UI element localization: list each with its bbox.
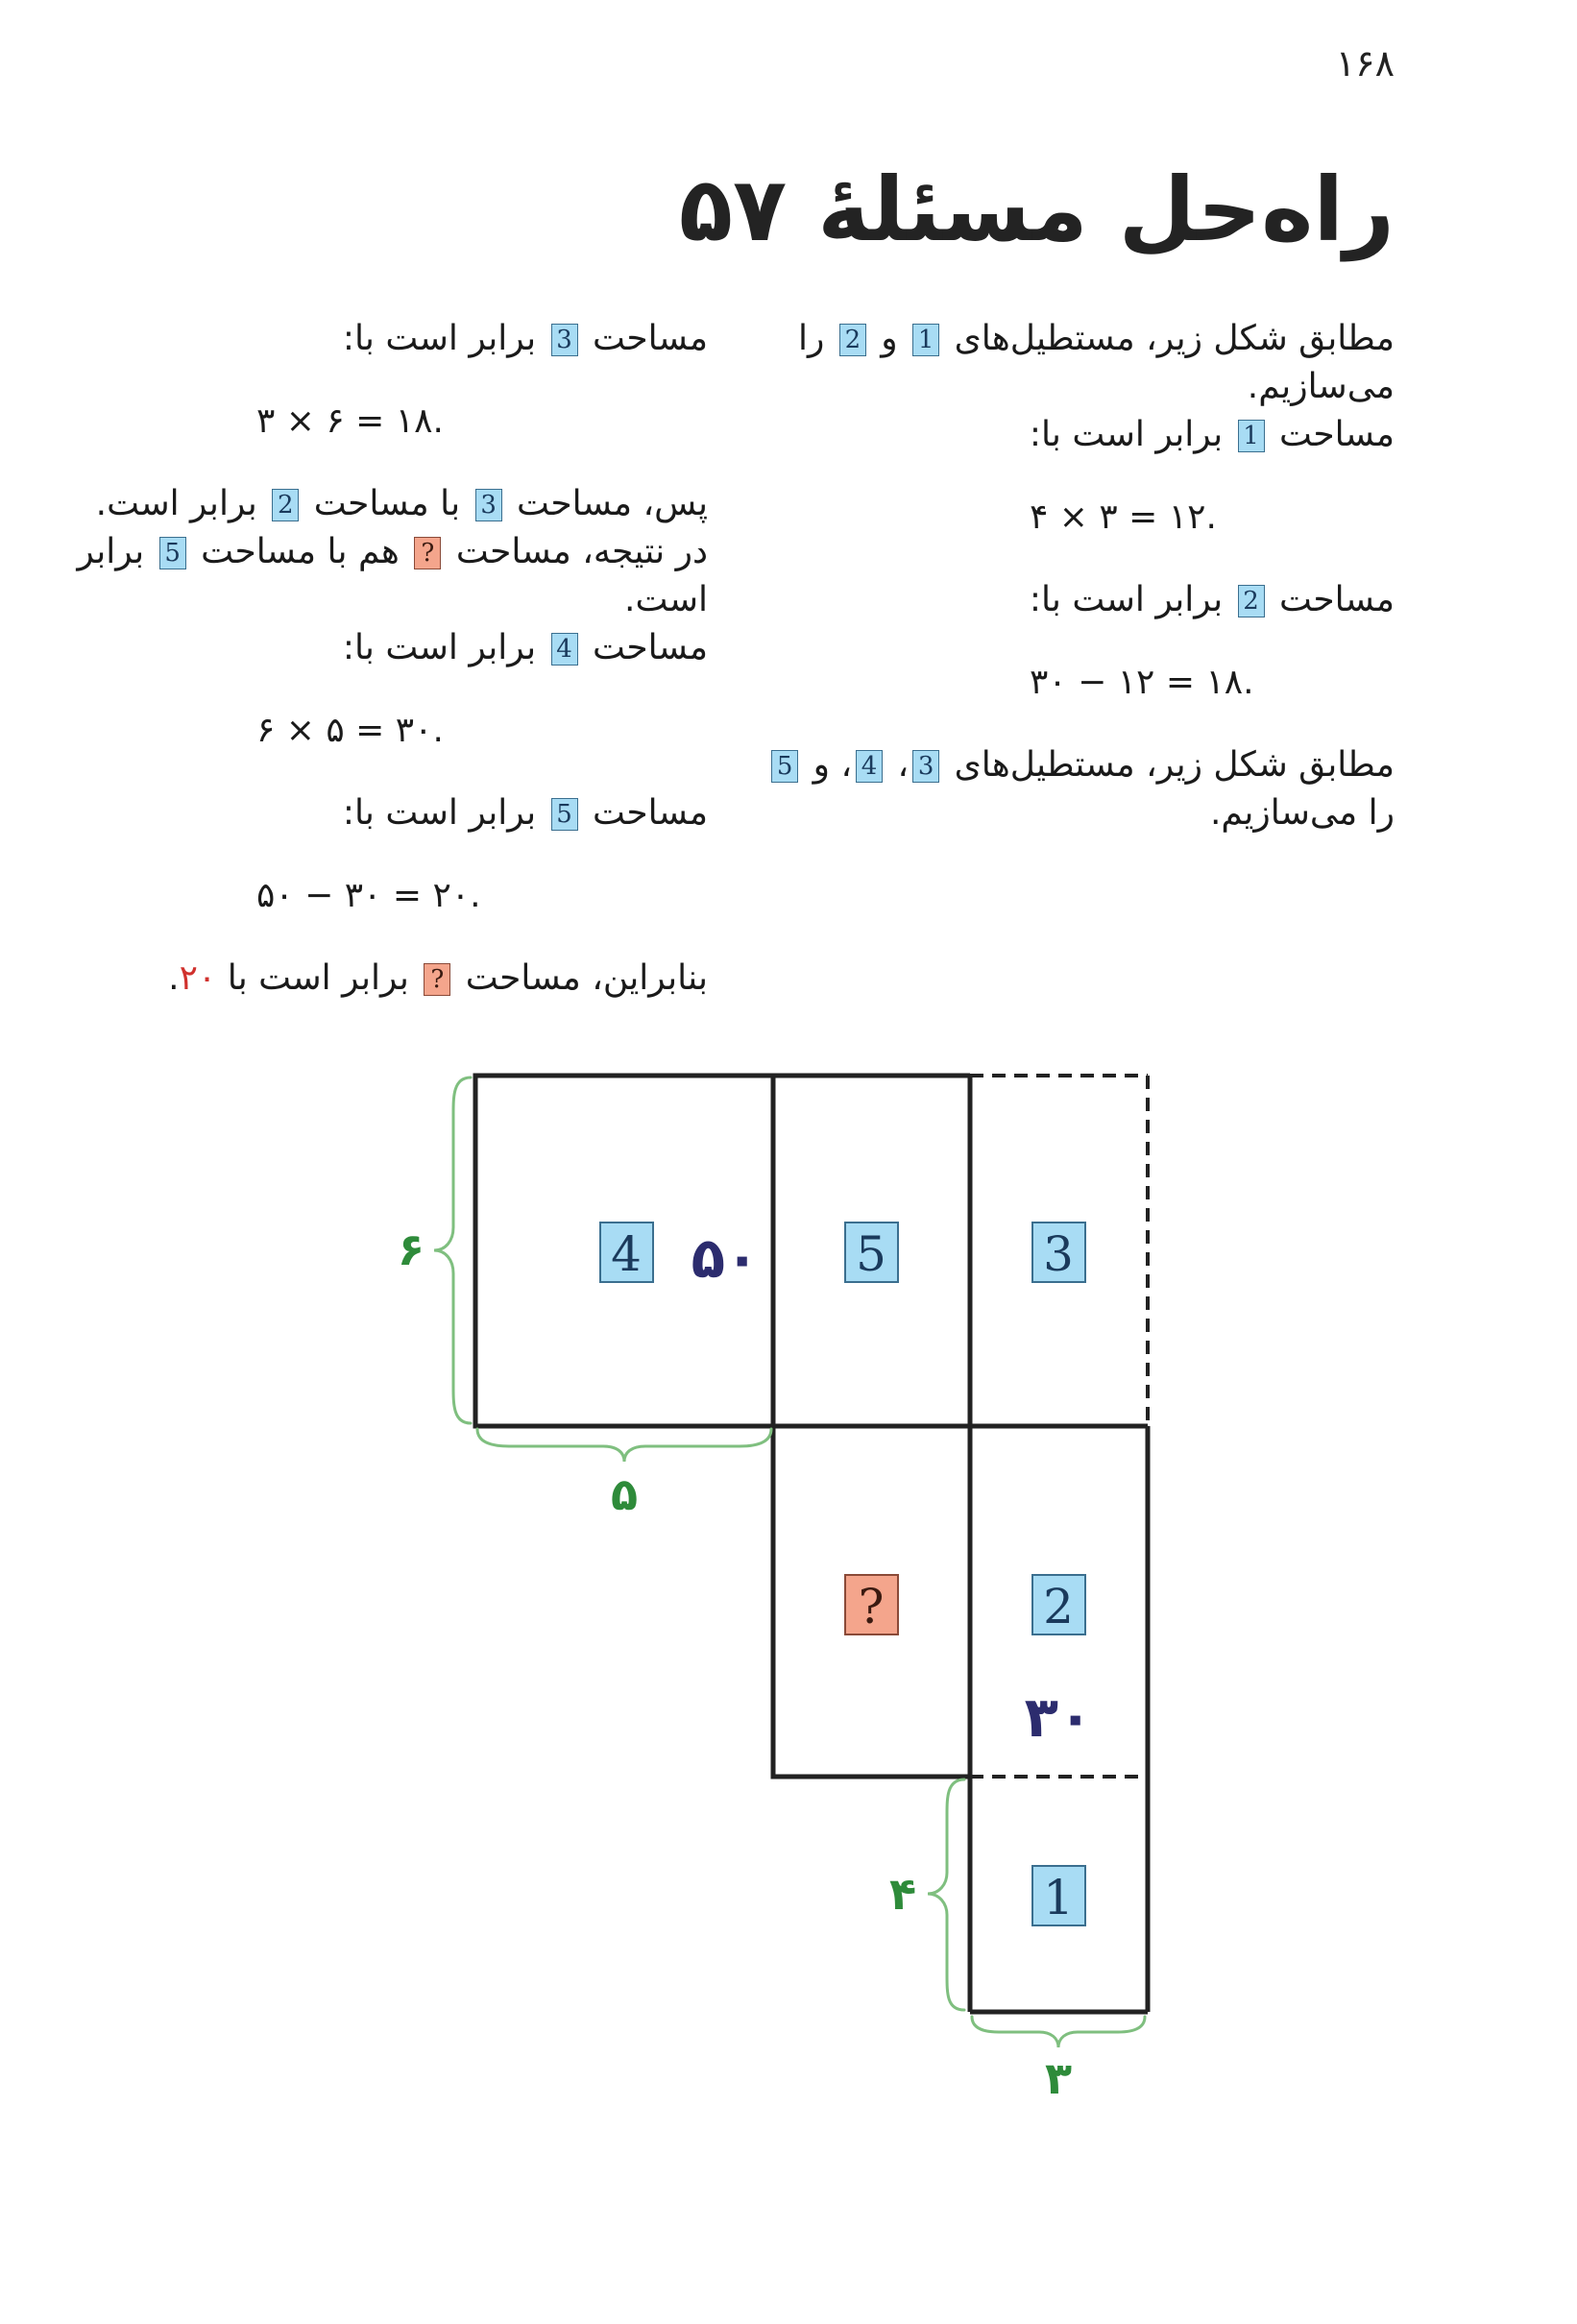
- text: مطابق شکل زیر، مستطیل‌های: [954, 319, 1395, 358]
- equation: ۵۰ − ۳۰ = ۲۰.: [256, 876, 481, 915]
- page-title: راه‌حل مسئلهٔ ۵۷: [678, 158, 1395, 261]
- label-2: 2: [1043, 1579, 1074, 1634]
- rect-label-5: 5: [771, 750, 798, 783]
- text: برابر است با: [227, 958, 409, 998]
- text: برابر است.: [77, 532, 708, 619]
- answer-value: ۲۰: [179, 958, 217, 998]
- dim-height-bottom: ۴: [888, 1868, 917, 1920]
- text: .: [168, 958, 180, 998]
- rect-label-3: 3: [912, 750, 939, 783]
- rect-label-3: 3: [551, 324, 578, 356]
- rect-label-3: 3: [475, 489, 502, 521]
- text: مساحت: [593, 628, 708, 667]
- rect-label-5: 5: [551, 798, 578, 831]
- label-1: 1: [1043, 1870, 1074, 1925]
- text: برابر است. در نتیجه، مساحت: [95, 484, 708, 571]
- label-3: 3: [1043, 1226, 1074, 1282]
- equation: ۴ × ۳ = ۱۲.: [1030, 497, 1217, 537]
- text: برابر است با:: [1029, 580, 1224, 619]
- rect-label-1: 1: [912, 324, 939, 356]
- text: با مساحت: [313, 484, 461, 523]
- text: برابر است با:: [342, 319, 537, 358]
- rect-label-2: 2: [839, 324, 866, 356]
- equation: ۶ × ۵ = ۳۰.: [256, 711, 444, 750]
- dim-width-bottom: ۳: [1044, 2052, 1073, 2104]
- height-brace-bottom: [928, 1779, 964, 2010]
- equation: ۳ × ۶ = ۱۸.: [256, 401, 444, 441]
- rect-label-2: 2: [272, 489, 299, 521]
- rect-label-1: 1: [1238, 420, 1265, 452]
- text: ،: [840, 745, 853, 785]
- area-value-right: ۳۰: [1024, 1684, 1093, 1750]
- dim-width-top: ۵: [610, 1468, 639, 1520]
- rect-label-4: 4: [856, 750, 883, 783]
- text: برابر است با:: [1029, 415, 1224, 454]
- text: مساحت: [593, 319, 708, 358]
- area-value-top: ۵۰: [691, 1225, 760, 1291]
- text: مساحت: [593, 793, 708, 833]
- dim-height-top: ۶: [397, 1223, 425, 1275]
- text: برابر است با:: [342, 628, 537, 667]
- text: هم با مساحت: [201, 532, 400, 571]
- text: مساحت: [1279, 580, 1395, 619]
- width-brace-bottom: [972, 2017, 1145, 2047]
- label-5: 5: [856, 1226, 886, 1282]
- label-unknown: ?: [858, 1579, 885, 1634]
- rect-label-2: 2: [1238, 585, 1265, 617]
- rect-label-unknown: ?: [414, 537, 441, 569]
- equation: ۳۰ − ۱۲ = ۱۸.: [1030, 663, 1254, 702]
- text: و: [813, 745, 830, 785]
- text: را می‌سازیم.: [1209, 793, 1395, 833]
- text: بنابراین، مساحت: [465, 958, 708, 998]
- width-brace-top: [477, 1429, 771, 1462]
- text: را می‌سازیم.: [798, 319, 1395, 406]
- text: مساحت: [1279, 415, 1395, 454]
- page-number: ۱۶۸: [1335, 42, 1395, 85]
- rect-label-5: 5: [159, 537, 186, 569]
- text: ،: [897, 745, 910, 785]
- text: برابر است با:: [342, 793, 537, 833]
- text: مطابق شکل زیر، مستطیل‌های: [954, 745, 1395, 785]
- label-4: 4: [611, 1226, 642, 1282]
- height-brace-top: [434, 1077, 471, 1423]
- rect-label-unknown: ?: [424, 963, 450, 996]
- text: پس، مساحت: [517, 484, 708, 523]
- text: و: [881, 319, 898, 358]
- rect-label-4: 4: [551, 633, 578, 666]
